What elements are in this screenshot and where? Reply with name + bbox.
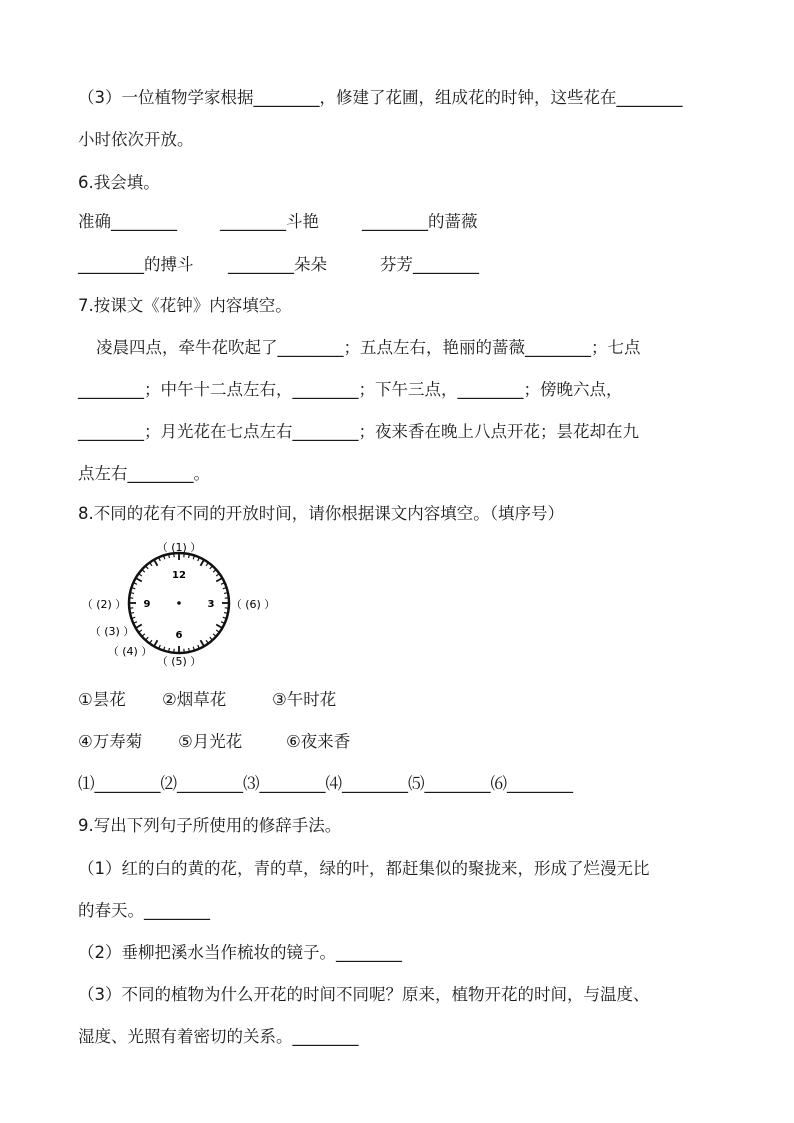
clock-minute-tick bbox=[210, 637, 212, 639]
clock-minute-tick bbox=[164, 647, 165, 650]
clock-minute-tick bbox=[189, 648, 190, 651]
clock-label-1: （ (1) ） bbox=[156, 541, 202, 554]
q8-options-row1-item2: ②烟草花 bbox=[162, 690, 227, 709]
q8-answer-blanks: ⑴________⑵________⑶________⑷________⑸________⑹________ bbox=[78, 774, 573, 793]
clock-minute-tick bbox=[134, 583, 137, 584]
clock-minute-tick bbox=[139, 630, 141, 632]
q7-line1: 凌晨四点，牵牛花吹起了________；五点左右，艳丽的蔷薇________；七点 bbox=[96, 338, 641, 357]
clock-minute-tick bbox=[146, 637, 148, 639]
q5-3-line1: （3）一位植物学家根据________，修建了花圃，组成花的时钟，这些花在________ bbox=[78, 88, 683, 107]
clock-center-dot bbox=[177, 601, 181, 605]
clock-hour-tick bbox=[137, 625, 142, 628]
clock-minute-tick bbox=[189, 555, 190, 558]
q8-options-row2-item3: ⑥夜来香 bbox=[286, 732, 351, 751]
clock-minute-tick bbox=[150, 640, 152, 642]
clock-minute-tick bbox=[131, 593, 134, 594]
clock-number-9: 9 bbox=[143, 599, 151, 610]
clock-label-3: （ (3) ） bbox=[89, 625, 135, 638]
q6-title: 6.我会填。 bbox=[78, 173, 160, 192]
clock-hour-tick bbox=[137, 579, 142, 582]
clock-minute-tick bbox=[216, 574, 218, 576]
q6-row1-item2: ________斗艳 bbox=[220, 212, 319, 231]
clock-minute-tick bbox=[134, 622, 137, 623]
clock-hour-tick bbox=[155, 640, 158, 645]
clock-minute-tick bbox=[150, 563, 152, 565]
clock-minute-tick bbox=[146, 567, 148, 569]
clock-minute-tick bbox=[143, 570, 145, 572]
clock-hour-tick bbox=[201, 640, 204, 645]
q9-sentence2: （2）垂柳把溪水当作梳妆的镜子。________ bbox=[78, 943, 402, 962]
clock-minute-tick bbox=[221, 583, 224, 584]
clock-minute-tick bbox=[223, 617, 226, 618]
q9-sentence3-line1: （3）不同的植物为什么开花的时间不同呢？原来，植物开花的时间，与温度、 bbox=[78, 985, 650, 1004]
q9-sentence1-line2: 的春天。________ bbox=[78, 901, 210, 920]
clock-minute-tick bbox=[139, 574, 141, 576]
clock-minute-tick bbox=[169, 555, 170, 558]
q8-options-row2-item2: ⑤月光花 bbox=[178, 732, 243, 751]
clock-minute-tick bbox=[206, 640, 208, 642]
clock-minute-tick bbox=[159, 645, 160, 648]
clock-label-4: （ (4) ） bbox=[107, 645, 153, 658]
clock-minute-tick bbox=[193, 647, 194, 650]
clock-label-6: （ (6) ） bbox=[230, 598, 276, 611]
clock-minute-tick bbox=[224, 613, 227, 614]
clock-minute-tick bbox=[210, 567, 212, 569]
clock-minute-tick bbox=[169, 648, 170, 651]
q9-sentence1-line1: （1）红的白的黄的花，青的草，绿的叶，都赶集似的聚拢来，形成了烂漫无比 bbox=[78, 859, 650, 878]
q8-options-row1-item1: ①昙花 bbox=[78, 690, 126, 709]
q8-title: 8.不同的花有不同的开放时间，请你根据课文内容填空。（填序号） bbox=[78, 504, 564, 523]
clock-hour-tick bbox=[155, 561, 158, 566]
clock-minute-tick bbox=[216, 630, 218, 632]
clock-minute-tick bbox=[206, 563, 208, 565]
q7-line3: ________；月光花在七点左右________；夜来香在晚上八点开花；昙花却在九 bbox=[78, 422, 639, 441]
q7-line2: ________；中午十二点左右，________；下午三点，________；傍晚六点， bbox=[78, 380, 623, 399]
clock-diagram bbox=[70, 533, 360, 673]
clock-minute-tick bbox=[143, 634, 145, 636]
clock-minute-tick bbox=[193, 556, 194, 559]
clock-minute-tick bbox=[213, 634, 215, 636]
clock-minute-tick bbox=[164, 556, 165, 559]
q6-row2-item1: ________的搏斗 bbox=[78, 255, 194, 274]
clock-minute-tick bbox=[159, 558, 160, 561]
clock-minute-tick bbox=[224, 593, 227, 594]
q5-3-line2: 小时依次开放。 bbox=[78, 130, 194, 149]
clock-number-6: 6 bbox=[175, 630, 183, 641]
q8-options-row1-item3: ③午时花 bbox=[272, 690, 337, 709]
q7-title: 7.按课文《花钟》内容填空。 bbox=[78, 296, 292, 315]
clock-hour-tick bbox=[216, 579, 221, 582]
clock-minute-tick bbox=[223, 588, 226, 589]
clock-minute-tick bbox=[198, 558, 199, 561]
clock-minute-tick bbox=[213, 570, 215, 572]
q6-row2-item2: ________朵朵 bbox=[228, 255, 327, 274]
q6-row2-item3: 芬芳________ bbox=[380, 255, 479, 274]
clock-number-3: 3 bbox=[207, 599, 215, 610]
clock-minute-tick bbox=[131, 613, 134, 614]
clock-number-12: 12 bbox=[172, 570, 186, 581]
q9-sentence3-line2: 湿度、光照有着密切的关系。________ bbox=[78, 1027, 359, 1046]
clock-label-2: （ (2) ） bbox=[81, 598, 127, 611]
clock-minute-tick bbox=[221, 622, 224, 623]
clock-label-5: （ (5) ） bbox=[156, 655, 202, 668]
clock-minute-tick bbox=[198, 645, 199, 648]
q8-options-row2-item1: ④万寿菊 bbox=[78, 732, 143, 751]
q6-row1-item1: 准确________ bbox=[78, 212, 177, 231]
clock-hour-tick bbox=[201, 561, 204, 566]
q9-title: 9.写出下列句子所使用的修辞手法。 bbox=[78, 816, 342, 835]
clock-minute-tick bbox=[132, 617, 135, 618]
clock-minute-tick bbox=[132, 588, 135, 589]
q6-row1-item3: ________的蔷薇 bbox=[362, 212, 478, 231]
clock-hour-tick bbox=[216, 625, 221, 628]
q7-line4: 点左右________。 bbox=[78, 464, 210, 483]
